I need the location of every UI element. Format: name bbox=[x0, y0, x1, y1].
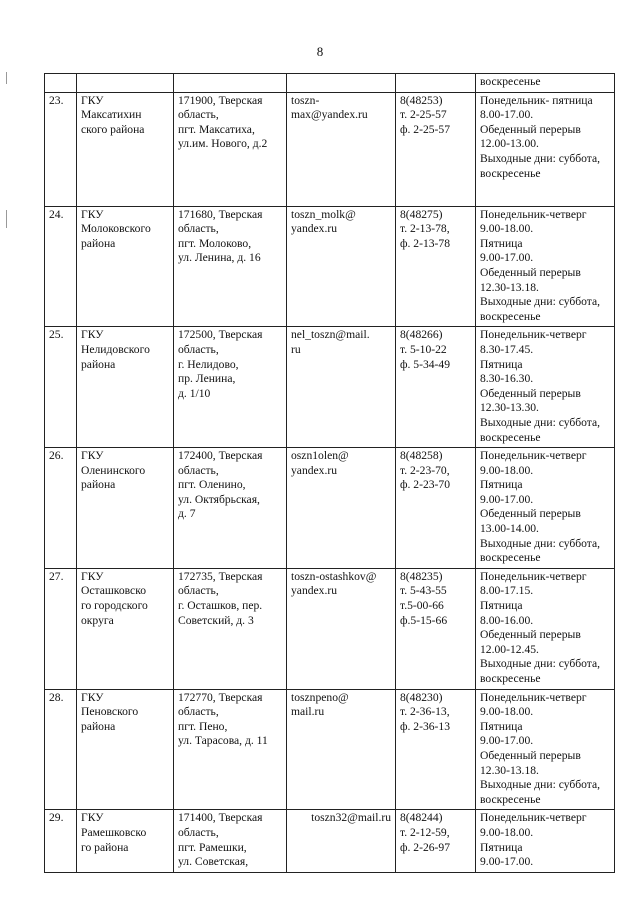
cell-phone: 8(48244) т. 2-12-59, ф. 2-26-97 bbox=[396, 810, 476, 872]
cell-num: 29. bbox=[45, 810, 77, 872]
table-row bbox=[45, 206, 615, 327]
cell-name: ГКУ Рамешковско го района bbox=[77, 810, 174, 872]
cell-name bbox=[77, 74, 174, 93]
cell-email: toszn- max@yandex.ru bbox=[287, 92, 396, 206]
cell-num: 26. bbox=[45, 448, 77, 569]
cell-address: 172400, Тверская область, пгт. Оленино, ул. Октябрьская, д. 7 bbox=[174, 448, 287, 569]
cell-address: 171900, Тверская область, пгт. Максатиха, ул.им. Нового, д.2 bbox=[174, 92, 287, 206]
table-row bbox=[45, 92, 615, 206]
cell-address: 172770, Тверская область, пгт. Пено, ул. Тарасова, д. 11 bbox=[174, 689, 287, 810]
cell-name: ГКУ Нелидовского района bbox=[77, 327, 174, 448]
cell-hours: Понедельник-четверг 8.00-17.15. Пятница 8.00-16.00. Обеденный перерыв 12.00-12.45. Выходные дни: суббота, воскресенье bbox=[476, 568, 615, 689]
cell-address: 172735, Тверская область, г. Осташков, пер. Советский, д. 3 bbox=[174, 568, 287, 689]
cell-num: 24. bbox=[45, 206, 77, 327]
margin-mark bbox=[6, 72, 7, 84]
table-row-continuation bbox=[45, 74, 615, 93]
table-row bbox=[45, 568, 615, 689]
cell-email: toszn_molk@ yandex.ru bbox=[287, 206, 396, 327]
cell-phone: 8(48275) т. 2-13-78, ф. 2-13-78 bbox=[396, 206, 476, 327]
table-row bbox=[45, 448, 615, 569]
cell-address bbox=[174, 74, 287, 93]
cell-num: 25. bbox=[45, 327, 77, 448]
cell-hours: воскресенье bbox=[476, 74, 615, 93]
cell-email: oszn1olen@ yandex.ru bbox=[287, 448, 396, 569]
cell-name: ГКУ Осташковско го городского округа bbox=[77, 568, 174, 689]
cell-email: tosznpeno@ mail.ru bbox=[287, 689, 396, 810]
cell-name: ГКУ Максатихин ского района bbox=[77, 92, 174, 206]
cell-num: 23. bbox=[45, 92, 77, 206]
cell-address: 172500, Тверская область, г. Нелидово, пр. Ленина, д. 1/10 bbox=[174, 327, 287, 448]
cell-phone: 8(48235) т. 5-43-55 т.5-00-66 ф.5-15-66 bbox=[396, 568, 476, 689]
table-row bbox=[45, 689, 615, 810]
cell-name: ГКУ Молоковского района bbox=[77, 206, 174, 327]
cell-hours: Понедельник-четверг 9.00-18.00. Пятница 9.00-17.00. bbox=[476, 810, 615, 872]
institutions-table bbox=[44, 73, 615, 873]
cell-email: nel_toszn@mail. ru bbox=[287, 327, 396, 448]
cell-phone: 8(48230) т. 2-36-13, ф. 2-36-13 bbox=[396, 689, 476, 810]
cell-hours: Понедельник-четверг 8.30-17.45. Пятница 8.30-16.30. Обеденный перерыв 12.30-13.30. Выходные дни: суббота, воскресенье bbox=[476, 327, 615, 448]
cell-num: 28. bbox=[45, 689, 77, 810]
table-row bbox=[45, 327, 615, 448]
cell-email: toszn32@mail.ru bbox=[287, 810, 396, 872]
cell-address: 171680, Тверская область, пгт. Молоково, ул. Ленина, д. 16 bbox=[174, 206, 287, 327]
cell-address: 171400, Тверская область, пгт. Рамешки, ул. Советская, bbox=[174, 810, 287, 872]
cell-phone: 8(48258) т. 2-23-70, ф. 2-23-70 bbox=[396, 448, 476, 569]
cell-name: ГКУ Пеновского района bbox=[77, 689, 174, 810]
cell-num: 27. bbox=[45, 568, 77, 689]
cell-phone: 8(48266) т. 5-10-22 ф. 5-34-49 bbox=[396, 327, 476, 448]
page-number: 8 bbox=[316, 44, 324, 59]
cell-phone bbox=[396, 74, 476, 93]
cell-email: toszn-ostashkov@ yandex.ru bbox=[287, 568, 396, 689]
cell-hours: Понедельник-четверг 9.00-18.00. Пятница 9.00-17.00. Обеденный перерыв 12.30-13.18. Выходные дни: суббота, воскресенье bbox=[476, 206, 615, 327]
cell-phone: 8(48253) т. 2-25-57 ф. 2-25-57 bbox=[396, 92, 476, 206]
cell-hours: Понедельник-четверг 9.00-18.00. Пятница 9.00-17.00. Обеденный перерыв 12.30-13.18. Выходные дни: суббота, воскресенье bbox=[476, 689, 615, 810]
table-row bbox=[45, 810, 615, 872]
cell-email bbox=[287, 74, 396, 93]
margin-mark bbox=[6, 210, 7, 228]
cell-num bbox=[45, 74, 77, 93]
cell-hours: Понедельник- пятница 8.00-17.00. Обеденный перерыв 12.00-13.00. Выходные дни: суббота, воскресенье bbox=[476, 92, 615, 206]
cell-hours: Понедельник-четверг 9.00-18.00. Пятница 9.00-17.00. Обеденный перерыв 13.00-14.00. Выходные дни: суббота, воскресенье bbox=[476, 448, 615, 569]
cell-name: ГКУ Оленинского района bbox=[77, 448, 174, 569]
